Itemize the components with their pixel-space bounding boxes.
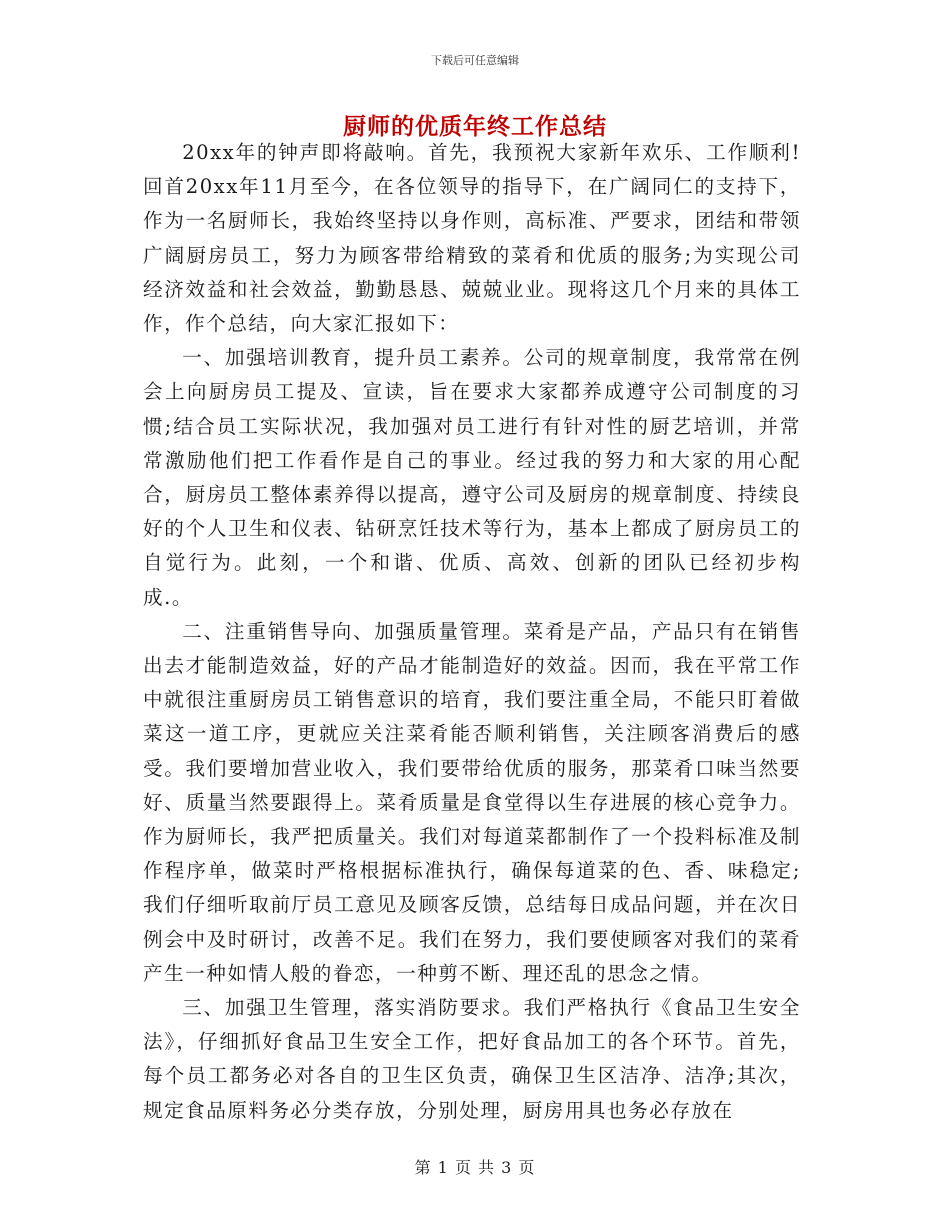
paragraph-intro: 20xx年的钟声即将敲响。首先，我预祝大家新年欢乐、工作顺利!回首20xx年11月至今，在各位领导的指导下，在广阔同仁的支持下，作为一名厨师长，我始终坚持以身作则，高标准、严要求，团结和带领广阔厨房员工，努力为顾客带给精致的菜肴和优质的服务;为实现公司经济效益和社会效益，勤勤恳恳、兢兢业业。现将这几个月来的具体工作，作个总结，向大家汇报如下：: [143, 141, 801, 336]
paragraph-section-2: 二、注重销售导向、加强质量管理。菜肴是产品，产品只有在销售出去才能制造效益，好的产品才能制造好的效益。因而，我在平常工作中就很注重厨房员工销售意识的培育，我们要注重全局，不能只盯着做菜这一道工序，更就应关注菜肴能否顺利销售，关注顾客消费后的感受。我们要增加营业收入，我们要带给优质的服务，那菜肴口味当然要好、质量当然要跟得上。菜肴质量是食堂得以生存进展的核心竞争力。作为厨师长，我严把质量关。我们对每道菜都制作了一个投料标准及制作程序单，做菜时严格根据标准执行，确保每道菜的色、香、味稳定;我们仔细听取前厅员工意见及顾客反馈，总结每日成品问题，并在次日例会中及时研讨，改善不足。我们在努力，我们要使顾客对我们的菜肴产生一种如情人般的眷恋，一种剪不断、理还乱的思念之情。: [143, 619, 801, 985]
document-body: [143, 136, 801, 1128]
document-title: 厨师的优质年终工作总结: [343, 113, 607, 140]
paragraph-section-1: 一、加强培训教育，提升员工素养。公司的规章制度，我常常在例会上向厨房员工提及、宣读，旨在要求大家都养成遵守公司制度的习惯;结合员工实际状况，我加强对员工进行有针对性的厨艺培训，并常常激励他们把工作看作是自己的事业。经过我的努力和大家的用心配合，厨房员工整体素养得以提高，遵守公司及厨房的规章制度、持续良好的个人卫生和仪表、钻研烹饪技术等行为，基本上都成了厨房员工的自觉行为。此刻，一个和谐、优质、高效、创新的团队已经初步构成.。: [143, 346, 801, 609]
page-number-footer: 第 1 页 共 3 页: [414, 1158, 536, 1177]
page-header-note: 下载后可任意编辑: [431, 54, 519, 67]
paragraph-section-3: 三、加强卫生管理，落实消防要求。我们严格执行《食品卫生安全法》，仔细抓好食品卫生安全工作，把好食品加工的各个环节。首先，每个员工都务必对各自的卫生区负责，确保卫生区洁净、洁净;其次，规定食品原料务必分类存放，分别处理，厨房用具也务必存放在: [143, 996, 801, 1122]
